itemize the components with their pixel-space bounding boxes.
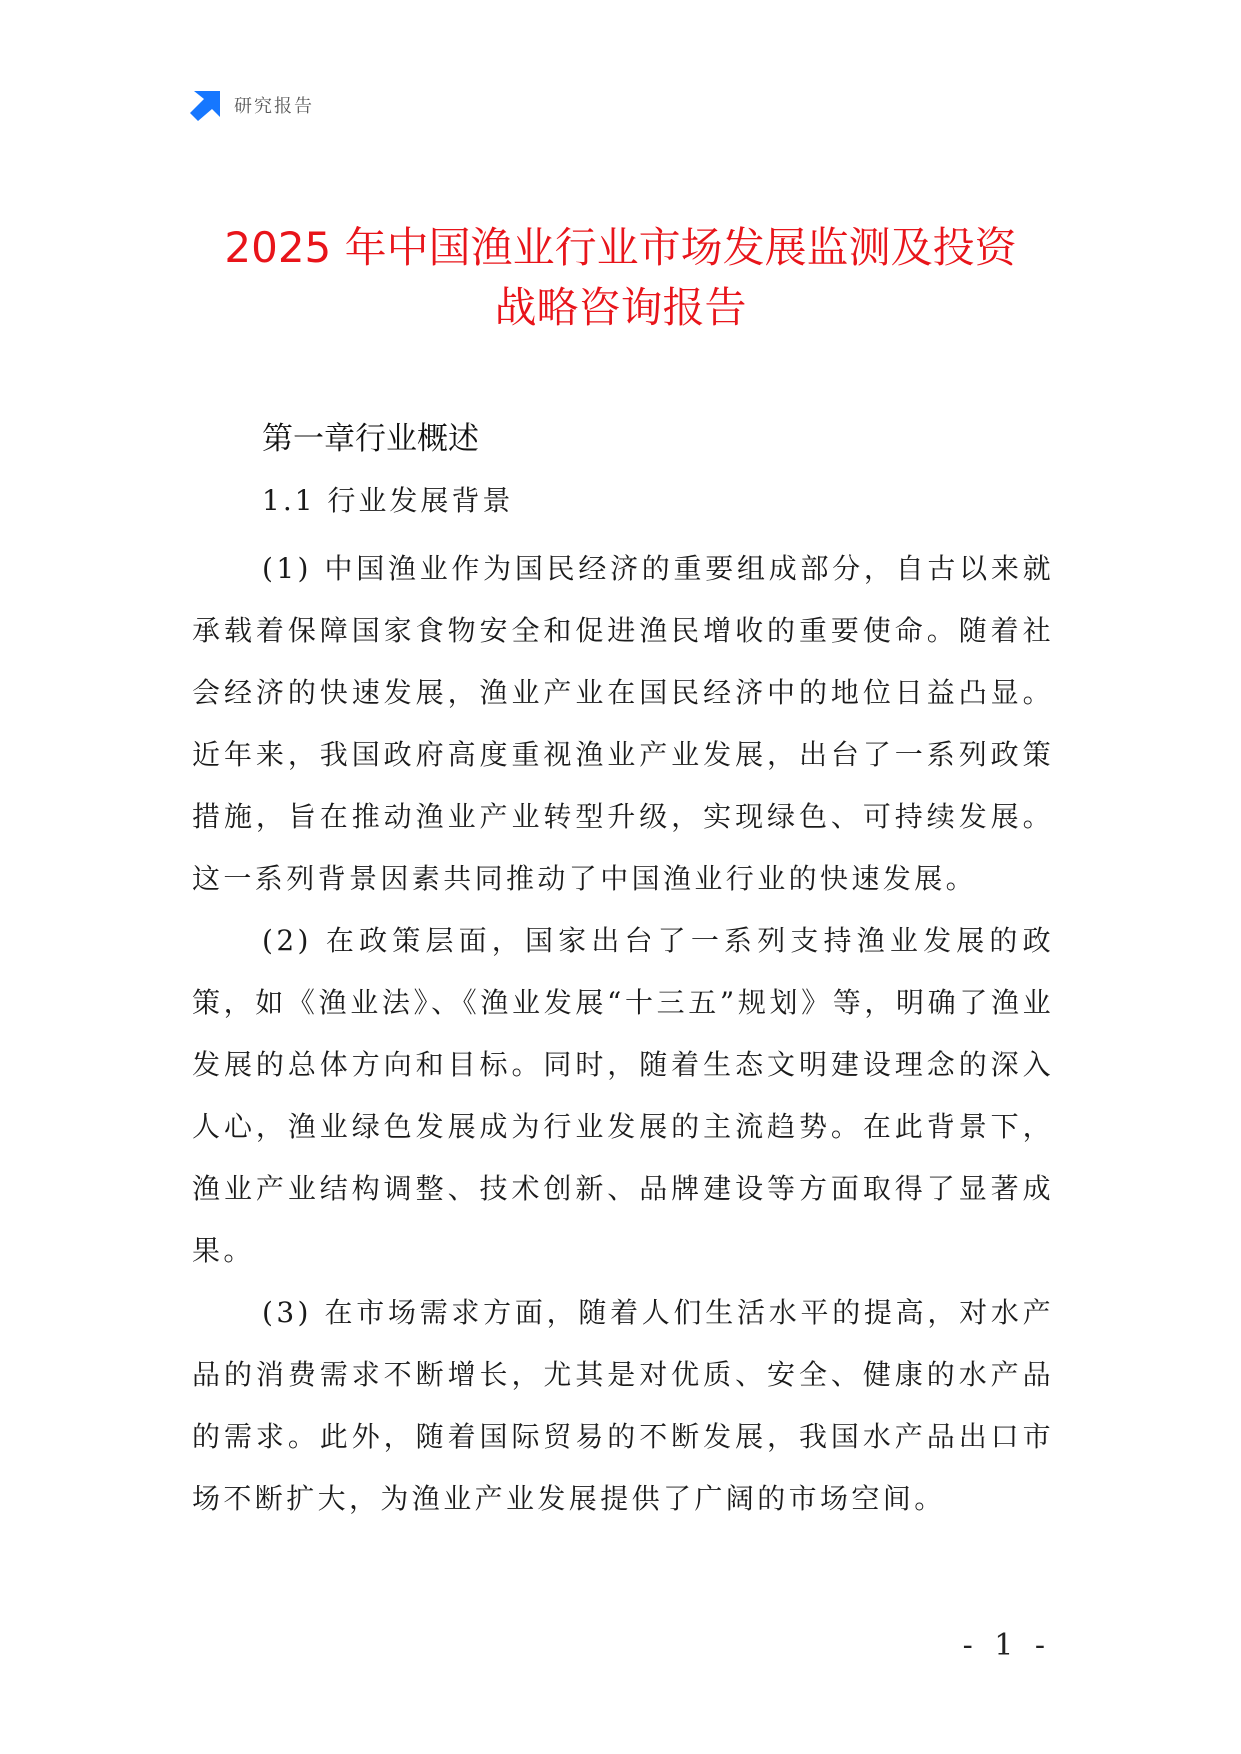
document-body: [192, 414, 1054, 1530]
header-label: 研究报告: [234, 96, 314, 117]
arrow-up-right-icon: [190, 89, 222, 121]
title-line-1: 2025 年中国渔业行业市场发展监测及投资: [224, 223, 1017, 272]
paragraph: (3) 在市场需求方面，随着人们生活水平的提高，对水产品的消费需求不断增长，尤其是对优质、安全、健康的水产品的需求。此外，随着国际贸易的不断发展，我国水产品出口市场不断扩大，为渔业产业发展提供了广阔的市场空间。: [192, 1296, 1054, 1515]
paragraph: (1) 中国渔业作为国民经济的重要组成部分，自古以来就承载着保障国家食物安全和促进渔民增收的重要使命。随着社会经济的快速发展，渔业产业在国民经济中的地位日益凸显。近年来，我国政府高度重视渔业产业发展，出台了一系列政策措施，旨在推动渔业产业转型升级，实现绿色、可持续发展。这一系列背景因素共同推动了中国渔业行业的快速发展。: [192, 552, 1054, 895]
section-heading: 1.1 行业发展背景: [262, 484, 514, 517]
title-line-2: 战略咨询报告: [494, 283, 747, 332]
chapter-heading: 第一章行业概述: [262, 421, 479, 457]
page-number: - 1 -: [962, 1628, 1051, 1663]
report-header: [190, 88, 314, 122]
paragraph: (2) 在政策层面，国家出台了一系列支持渔业发展的政策，如《渔业法》、《渔业发展“十三五”规划》等，明确了渔业发展的总体方向和目标。同时，随着生态文明建设理念的深入人心，渔业绿色发展成为行业发展的主流趋势。在此背景下，渔业产业结构调整、技术创新、品牌建设等方面取得了显著成果。: [192, 924, 1054, 1267]
document-title: [150, 218, 1091, 338]
